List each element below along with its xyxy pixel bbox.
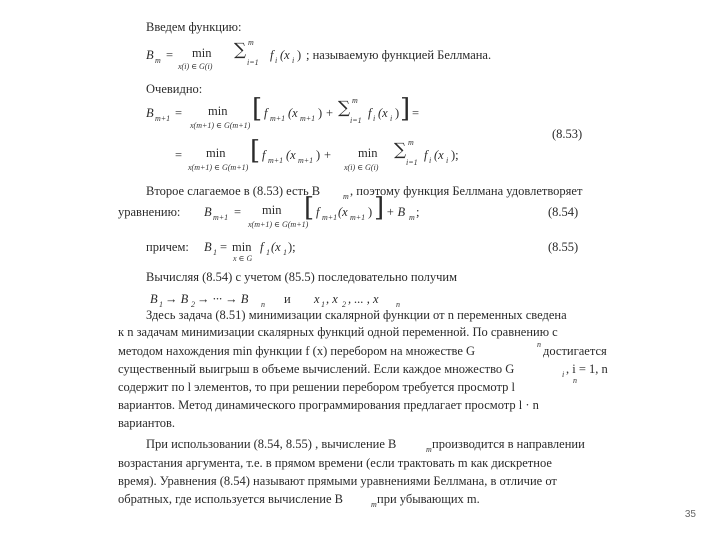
min-operator: min xyxy=(206,146,226,160)
argument-sub: i xyxy=(292,56,295,65)
plus-sign: + xyxy=(326,106,334,120)
sum-upper: m xyxy=(408,138,414,147)
chain-B1-sub: 1 xyxy=(159,300,163,309)
equation-label: уравнению: xyxy=(118,205,181,219)
sum-icon: ∑ xyxy=(338,98,351,118)
equals-sign: = xyxy=(220,240,228,254)
conjunction: и xyxy=(284,292,291,306)
page-number: 35 xyxy=(684,509,696,520)
equation-number-854: (8.54) xyxy=(548,205,579,219)
superscript: n xyxy=(573,376,577,385)
text-segment-2: производится в направлении xyxy=(432,437,585,451)
function-f: f xyxy=(270,48,274,62)
argument-sub: m+1 xyxy=(350,213,366,222)
right-bracket: ] xyxy=(374,193,385,223)
sum-icon: ∑ xyxy=(234,40,247,60)
argument: (x xyxy=(280,48,290,62)
right-bracket: ] xyxy=(400,94,411,124)
equation-label: причем: xyxy=(146,240,189,254)
symbol-B-sub: m+1 xyxy=(213,213,229,222)
equals-sign: = xyxy=(175,148,183,162)
argument-close: ) xyxy=(316,148,321,162)
sum-lower: i=1 xyxy=(350,116,362,125)
equals-sign-end: = xyxy=(412,106,420,120)
text-segment: методом нахождения min функции f (x) перебором на множестве G xyxy=(118,344,476,358)
argument-sub: m+1 xyxy=(300,114,316,123)
chain-B1: B xyxy=(150,292,158,306)
plus-B-sub: m xyxy=(409,213,415,222)
chain-x1: x xyxy=(314,292,320,306)
chain-B2: → B xyxy=(165,292,189,306)
chain-Bn: → ··· → B xyxy=(197,292,249,306)
sum-icon: ∑ xyxy=(394,140,407,160)
equation-number-855: (8.55) xyxy=(548,240,579,254)
function-f-sub: i xyxy=(275,56,278,65)
superscript: n xyxy=(537,340,541,349)
symbol-B-sub: 1 xyxy=(213,248,217,257)
left-bracket: [ xyxy=(250,136,261,166)
symbol-B: B xyxy=(204,240,212,254)
argument: (x xyxy=(286,148,296,162)
argument: (x xyxy=(271,240,281,254)
function-fi: f xyxy=(424,148,428,162)
chain-xn-sub: n xyxy=(396,300,400,309)
text-segment: Второе слагаемое в (8.53) есть B xyxy=(146,184,321,198)
function-fi-sub: i xyxy=(429,156,432,165)
min-constraint: x(m+1) ∈ G(m+1) xyxy=(190,121,251,130)
paragraph-line: вариантов. Метод динамического программирования предлагает просмотр l · n xyxy=(118,398,539,412)
symbol-B: B xyxy=(146,48,154,62)
sum-lower: i=1 xyxy=(406,158,418,167)
argument-sub: m+1 xyxy=(298,156,314,165)
semicolon: ); xyxy=(288,240,296,254)
symbol-sub: m xyxy=(343,192,349,201)
chain-xn: , ... , x xyxy=(348,292,379,306)
min-operator: min xyxy=(262,203,282,217)
left-bracket: [ xyxy=(252,94,263,124)
argument-i: (x xyxy=(378,106,388,120)
equals-sign: = xyxy=(175,106,183,120)
paragraph-line: время). Уравнения (8.54) называют прямыми уравнениями Беллмана, в отличие от xyxy=(118,474,557,488)
argument: (x xyxy=(338,205,348,219)
min-constraint: x(m+1) ∈ G(m+1) xyxy=(248,220,309,229)
definition-text: ; называемую функцией Беллмана. xyxy=(306,48,492,62)
computation-line: Вычисляя (8.54) с учетом (85.5) последовательно получим xyxy=(146,270,458,284)
argument-close: ) xyxy=(297,48,302,62)
min-operator: min xyxy=(208,104,228,118)
paragraph-line: возрастания аргумента, т.е. в прямом времени (если трактовать m как дискретное xyxy=(118,456,552,470)
plus-sign: + xyxy=(324,148,332,162)
obviously-line: Очевидно: xyxy=(146,82,203,96)
min-operator: min xyxy=(192,46,212,60)
text-segment-2: , поэтому функция Беллмана удовлетворяет xyxy=(350,184,583,198)
text-segment-2: достигается xyxy=(543,344,607,358)
sum-upper: m xyxy=(248,38,254,47)
paragraph-line: к n задачам минимизации скалярных функций одной переменной. По сравнению с xyxy=(118,325,558,339)
function-f-sub: m+1 xyxy=(270,114,286,123)
function-f-sub: m+1 xyxy=(268,156,284,165)
function-f: f xyxy=(262,148,266,162)
chain-B2-sub: 2 xyxy=(191,300,195,309)
min-constraint: x(i) ∈ G(i) xyxy=(178,62,213,71)
function-f-sub: 1 xyxy=(266,248,270,257)
subscript: m xyxy=(371,500,377,509)
chain-x2-sub: 2 xyxy=(342,300,346,309)
min-constraint: x ∈ G xyxy=(233,254,253,263)
text-segment: содержит по l элементов, то при решении перебором требуется просмотр l xyxy=(118,380,515,394)
semicolon: ; xyxy=(416,205,420,219)
symbol-B: B xyxy=(146,106,154,120)
symbol-B-sub: m xyxy=(155,56,161,65)
argument-sub: 1 xyxy=(283,248,287,257)
function-f-sub: m+1 xyxy=(322,213,338,222)
text-segment: существенный выигрыш в объеме вычислений. Если каждое множество G xyxy=(118,362,515,376)
argument-i-sub: i xyxy=(446,156,449,165)
argument-close: ) xyxy=(318,106,323,120)
chain-x2: , x xyxy=(326,292,338,306)
text-segment: обратных, где используется вычисление B xyxy=(118,492,343,506)
min-constraint-2: x(i) ∈ G(i) xyxy=(344,163,379,172)
function-f: f xyxy=(264,106,268,120)
argument-close: ) xyxy=(368,205,373,219)
left-bracket: [ xyxy=(304,193,315,223)
argument-i: (x xyxy=(434,148,444,162)
text-segment: При использовании (8.54, 8.55) , вычисление B xyxy=(146,437,397,451)
function-f: f xyxy=(316,205,320,219)
text-segment-2: , i = 1, n xyxy=(566,362,608,376)
equation-number-853: (8.53) xyxy=(552,127,583,141)
chain-Bn-sub: n xyxy=(261,300,265,309)
subscript: m xyxy=(426,445,432,454)
min-operator: min xyxy=(232,240,252,254)
argument-i-close: ) xyxy=(395,106,400,120)
argument-i-close: ); xyxy=(451,148,459,162)
plus-B: + B xyxy=(386,205,406,219)
chain-x1-sub: 1 xyxy=(321,300,325,309)
min-operator-2: min xyxy=(358,146,378,160)
sum-upper: m xyxy=(352,96,358,105)
subscript: i xyxy=(562,370,565,379)
function-f: f xyxy=(260,240,264,254)
paragraph-line: вариантов. xyxy=(118,416,176,430)
min-constraint: x(m+1) ∈ G(m+1) xyxy=(188,163,249,172)
paragraph-line: Здесь задача (8.51) минимизации скалярной функции от n переменных сведена xyxy=(146,308,567,322)
function-fi-sub: i xyxy=(373,114,376,123)
equals-sign: = xyxy=(166,48,174,62)
argument: (x xyxy=(288,106,298,120)
function-fi: f xyxy=(368,106,372,120)
symbol-B-sub: m+1 xyxy=(155,114,171,123)
equals-sign: = xyxy=(234,205,242,219)
sum-lower: i=1 xyxy=(247,58,259,67)
text-segment-2: при убывающих m. xyxy=(377,492,480,506)
intro-line: Введем функцию: xyxy=(146,20,242,34)
symbol-B: B xyxy=(204,205,212,219)
argument-i-sub: i xyxy=(390,114,393,123)
